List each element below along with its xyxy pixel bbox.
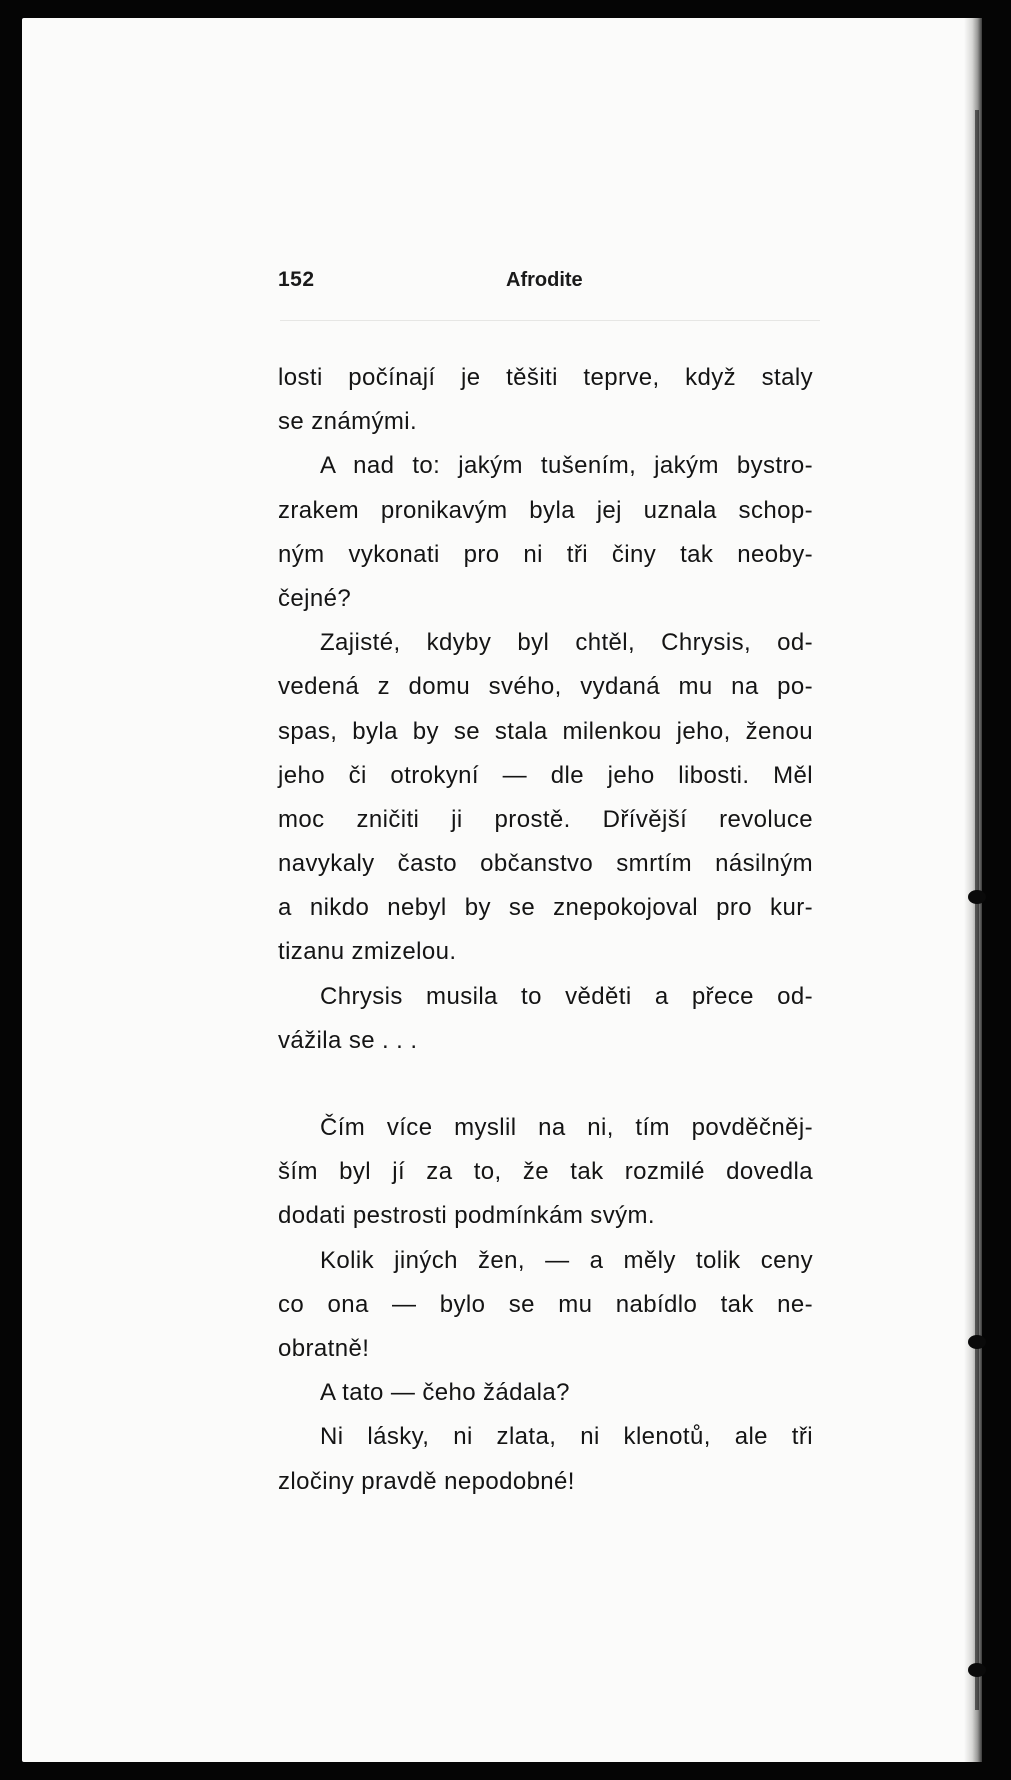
page-edge-notch bbox=[968, 890, 986, 904]
text-line: dodati pestrosti podmínkám svým. bbox=[278, 1202, 655, 1230]
text-line: Kolik jiných žen, — a měly tolik ceny bbox=[320, 1246, 813, 1274]
text-line: ným vykonati pro ni tři činy tak neoby- bbox=[278, 540, 813, 568]
page-header bbox=[278, 268, 818, 298]
text-line: vedená z domu svého, vydaná mu na po- bbox=[278, 673, 813, 701]
text-line: Ni lásky, ni zlata, ni klenotů, ale tři bbox=[320, 1423, 813, 1451]
text-line: se známými. bbox=[278, 408, 418, 436]
blank-line bbox=[278, 1063, 813, 1106]
body-text bbox=[278, 356, 813, 1504]
running-title: Afrodite bbox=[506, 269, 583, 291]
text-line: navykaly často občanstvo smrtím násilným bbox=[278, 850, 813, 878]
text-line: spas, byla by se stala milenkou jeho, ženou bbox=[278, 717, 813, 745]
text-line: A nad to: jakým tušením, jakým bystro- bbox=[320, 452, 813, 480]
text-line: Zajisté, kdyby byl chtěl, Chrysis, od- bbox=[320, 629, 813, 657]
text-line: A tato — čeho žádala? bbox=[320, 1379, 570, 1407]
text-line: vážila se . . . bbox=[278, 1026, 418, 1054]
text-line: zrakem pronikavým byla jej uznala schop- bbox=[278, 496, 813, 524]
text-line: a nikdo nebyl by se znepokojoval pro kur- bbox=[278, 894, 813, 922]
text-line: jeho či otrokyní — dle jeho libosti. Měl bbox=[278, 761, 813, 789]
text-line: čejné? bbox=[278, 584, 352, 612]
text-line: moc zničiti ji prostě. Dřívější revoluce bbox=[278, 805, 813, 833]
text-line: co ona — bylo se mu nabídlo tak ne- bbox=[278, 1290, 813, 1318]
text-line: losti počínají je těšiti teprve, když staly bbox=[278, 364, 813, 391]
page-edge-line bbox=[975, 110, 979, 1710]
text-line: obratně! bbox=[278, 1334, 370, 1362]
text-line: zločiny pravdě nepodobné! bbox=[278, 1467, 575, 1495]
text-line: Čím více myslil na ni, tím povděčněj- bbox=[320, 1114, 813, 1141]
header-rule bbox=[280, 320, 820, 321]
page-edge-notch bbox=[968, 1663, 986, 1677]
text-line: ším byl jí za to, že tak rozmilé dovedla bbox=[278, 1158, 813, 1186]
text-line: Chrysis musila to věděti a přece od- bbox=[320, 982, 813, 1010]
page-edge-notch bbox=[968, 1335, 986, 1349]
text-line: tizanu zmizelou. bbox=[278, 938, 457, 966]
page-number: 152 bbox=[278, 268, 315, 291]
